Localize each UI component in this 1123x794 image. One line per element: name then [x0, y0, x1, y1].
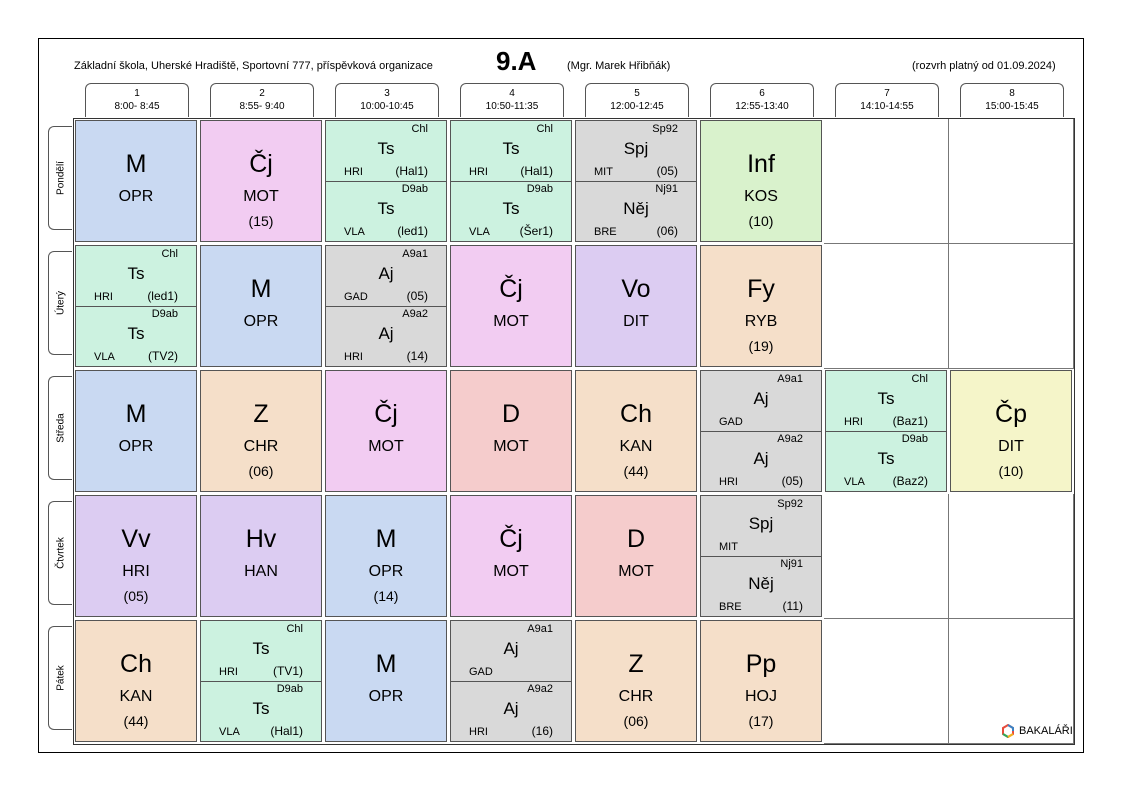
- lesson-cell: [575, 370, 697, 492]
- lesson-room: (led1): [397, 224, 428, 238]
- day-name: Úterý: [55, 291, 66, 315]
- bakalari-logo-text: BAKALÁŘI: [1019, 725, 1073, 737]
- lesson-group-name: Nj91: [655, 183, 678, 195]
- lesson-group: [451, 181, 571, 241]
- lesson-subject: Pp: [745, 649, 777, 678]
- period-time: 10:00-10:45: [360, 101, 414, 112]
- lesson-subject: Čj: [499, 274, 523, 303]
- lesson-room: (Hal1): [520, 164, 553, 178]
- lesson-cell: [700, 245, 822, 367]
- lesson-subject: Něj: [623, 199, 649, 218]
- lesson-room: (14): [373, 588, 399, 605]
- lesson-room: (14): [406, 349, 428, 363]
- lesson-subject: Spj: [623, 139, 649, 158]
- lesson-cell: [325, 120, 447, 242]
- period-time: 10:50-11:35: [485, 101, 539, 112]
- lesson-teacher: CHR: [618, 688, 654, 706]
- lesson-teacher: MOT: [368, 438, 404, 456]
- lesson-subject: Ts: [877, 449, 895, 468]
- lesson-cell: [575, 495, 697, 617]
- lesson-room: (Baz1): [892, 414, 928, 428]
- lesson-group-name: A9a2: [402, 308, 428, 320]
- lesson-teacher: GAD: [344, 291, 368, 303]
- period-number: 1: [134, 88, 140, 99]
- lesson-room: (Hal1): [270, 724, 303, 738]
- lesson-cell: [200, 620, 322, 742]
- lesson-teacher: HRI: [469, 726, 488, 738]
- lesson-teacher: VLA: [219, 726, 240, 738]
- day-name: Čtvrtek: [55, 537, 66, 569]
- lesson-room: (10): [748, 213, 774, 230]
- lesson-cell: [325, 245, 447, 367]
- lesson-room: (06): [248, 463, 274, 480]
- lesson-teacher: MOT: [493, 438, 529, 456]
- lesson-cell: [700, 620, 822, 742]
- lesson-group: [701, 496, 821, 557]
- empty-lesson-cell: [824, 119, 949, 244]
- lesson-room: (06): [656, 224, 678, 238]
- lesson-teacher: VLA: [344, 226, 365, 238]
- lesson-room: (16): [531, 724, 553, 738]
- lesson-teacher: BRE: [594, 226, 617, 238]
- lesson-group: [76, 306, 196, 366]
- lesson-subject: Ts: [502, 199, 520, 218]
- period-number: 6: [759, 88, 765, 99]
- empty-lesson-cell: [824, 244, 949, 369]
- lesson-cell: [700, 120, 822, 242]
- lesson-teacher: MOT: [618, 563, 654, 581]
- lesson-group: [576, 121, 696, 182]
- lesson-room: (19): [748, 338, 774, 355]
- lesson-cell: [75, 370, 197, 492]
- day-header-4: [48, 501, 72, 605]
- day-name: Středa: [55, 413, 66, 443]
- lesson-group-name: Chl: [536, 123, 553, 135]
- lesson-subject: Aj: [503, 639, 519, 658]
- lesson-teacher: GAD: [719, 416, 743, 428]
- lesson-cell: [325, 495, 447, 617]
- lesson-subject: M: [125, 149, 147, 178]
- period-time: 8:00- 8:45: [114, 101, 160, 112]
- lesson-group: [576, 181, 696, 241]
- lesson-group-name: A9a2: [777, 433, 803, 445]
- lesson-cell: [700, 495, 822, 617]
- lesson-group: [451, 121, 571, 182]
- period-number: 4: [509, 88, 515, 99]
- lesson-subject: Ts: [252, 639, 270, 658]
- day-header-1: [48, 126, 72, 230]
- lesson-room: (05): [656, 164, 678, 178]
- lesson-room: (44): [623, 463, 649, 480]
- lesson-teacher: OPR: [118, 188, 154, 206]
- lesson-subject: Aj: [753, 389, 769, 408]
- day-header-2: [48, 251, 72, 355]
- period-header-2: [210, 83, 314, 117]
- lesson-subject: Vv: [121, 524, 151, 553]
- lesson-cell: [450, 370, 572, 492]
- lesson-cell: [825, 370, 947, 492]
- lesson-subject: Fy: [747, 274, 775, 303]
- lesson-group: [326, 246, 446, 307]
- lesson-teacher: DIT: [998, 438, 1024, 456]
- lesson-teacher: MOT: [493, 313, 529, 331]
- lesson-cell: [575, 620, 697, 742]
- lesson-room: (Šer1): [519, 224, 553, 238]
- lesson-cell: [200, 370, 322, 492]
- lesson-subject: Čj: [499, 524, 523, 553]
- lesson-group: [451, 621, 571, 682]
- lesson-teacher: GAD: [469, 666, 493, 678]
- lesson-cell: [325, 370, 447, 492]
- lesson-teacher: HRI: [844, 416, 863, 428]
- lesson-subject: Ch: [620, 399, 652, 428]
- lesson-subject: Ts: [377, 139, 395, 158]
- lesson-cell: [700, 370, 822, 492]
- lesson-teacher: RYB: [744, 313, 778, 331]
- lesson-subject: Aj: [378, 324, 394, 343]
- lesson-subject: M: [250, 274, 272, 303]
- period-time: 12:00-12:45: [610, 101, 664, 112]
- lesson-teacher: OPR: [368, 688, 404, 706]
- lesson-teacher: BRE: [719, 601, 742, 613]
- lesson-room: (Hal1): [395, 164, 428, 178]
- lesson-subject: Vo: [621, 274, 651, 303]
- lesson-cell: [575, 120, 697, 242]
- lesson-group: [826, 431, 946, 491]
- lesson-group: [201, 621, 321, 682]
- lesson-subject: Ch: [120, 649, 152, 678]
- lesson-room: (Baz2): [892, 474, 928, 488]
- lesson-group-name: D9ab: [401, 183, 428, 195]
- empty-lesson-cell: [949, 244, 1074, 369]
- period-number: 2: [259, 88, 265, 99]
- validity-date: (rozvrh platný od 01.09.2024): [912, 60, 1056, 72]
- lesson-subject: Ts: [377, 199, 395, 218]
- empty-lesson-cell: [949, 494, 1074, 619]
- lesson-room: (10): [998, 463, 1024, 480]
- day-header-3: [48, 376, 72, 480]
- empty-lesson-cell: [824, 619, 949, 744]
- lesson-room: (TV2): [148, 349, 178, 363]
- lesson-teacher: OPR: [243, 313, 279, 331]
- lesson-cell: [75, 620, 197, 742]
- lesson-group: [76, 246, 196, 307]
- lesson-group-name: D9ab: [151, 308, 178, 320]
- lesson-subject: Ts: [127, 264, 145, 283]
- school-name: Základní škola, Uherské Hradiště, Sportovní 777, příspěvková organizace: [74, 60, 433, 72]
- period-header-8: [960, 83, 1064, 117]
- period-time: 14:10-14:55: [860, 101, 914, 112]
- lesson-subject: Ts: [877, 389, 895, 408]
- lesson-subject: Ts: [127, 324, 145, 343]
- lesson-teacher: OPR: [118, 438, 154, 456]
- lesson-room: (15): [248, 213, 274, 230]
- lesson-subject: Čj: [249, 149, 273, 178]
- lesson-teacher: MOT: [493, 563, 529, 581]
- lesson-group: [451, 681, 571, 741]
- lesson-teacher: HRI: [344, 351, 363, 363]
- lesson-cell: [575, 245, 697, 367]
- period-time: 8:55- 9:40: [239, 101, 285, 112]
- lesson-room: (44): [123, 713, 149, 730]
- period-header-5: [585, 83, 689, 117]
- lesson-room: (TV1): [273, 664, 303, 678]
- lesson-group: [701, 556, 821, 616]
- period-time: 12:55-13:40: [735, 101, 789, 112]
- period-header-7: [835, 83, 939, 117]
- lesson-group-name: Chl: [286, 623, 303, 635]
- lesson-cell: [450, 495, 572, 617]
- day-name: Pondělí: [55, 161, 66, 195]
- lesson-teacher: MIT: [719, 541, 738, 553]
- period-header-1: [85, 83, 189, 117]
- lesson-group-name: D9ab: [276, 683, 303, 695]
- lesson-cell: [950, 370, 1072, 492]
- lesson-teacher: VLA: [94, 351, 115, 363]
- lesson-room: (06): [623, 713, 649, 730]
- lesson-group-name: A9a1: [527, 623, 553, 635]
- lesson-teacher: HOJ: [745, 688, 777, 706]
- period-number: 5: [634, 88, 640, 99]
- lesson-teacher: HRI: [469, 166, 488, 178]
- timetable-grid: [73, 118, 1075, 745]
- lesson-teacher: HRI: [219, 666, 238, 678]
- lesson-subject: Ts: [502, 139, 520, 158]
- lesson-subject: Aj: [753, 449, 769, 468]
- lesson-cell: [325, 620, 447, 742]
- lesson-teacher: HAN: [244, 563, 278, 581]
- bakalari-logo: [1001, 724, 1073, 738]
- lesson-subject: Spj: [748, 514, 774, 533]
- lesson-group-name: D9ab: [901, 433, 928, 445]
- class-teacher: (Mgr. Marek Hřibňák): [567, 60, 671, 72]
- lesson-subject: M: [375, 524, 397, 553]
- lesson-group: [201, 681, 321, 741]
- lesson-teacher: MOT: [243, 188, 279, 206]
- lesson-room: (17): [748, 713, 774, 730]
- lesson-group: [701, 371, 821, 432]
- lesson-group: [326, 306, 446, 366]
- lesson-subject: D: [626, 524, 646, 553]
- lesson-group: [326, 121, 446, 182]
- lesson-teacher: CHR: [243, 438, 279, 456]
- day-name: Pátek: [55, 665, 66, 691]
- lesson-teacher: KAN: [619, 438, 653, 456]
- lesson-subject: Aj: [503, 699, 519, 718]
- lesson-group: [826, 371, 946, 432]
- lesson-subject: D: [501, 399, 521, 428]
- lesson-teacher: HRI: [94, 291, 113, 303]
- lesson-teacher: VLA: [844, 476, 865, 488]
- lesson-group-name: Sp92: [652, 123, 678, 135]
- lesson-teacher: KAN: [119, 688, 153, 706]
- lesson-subject: Aj: [378, 264, 394, 283]
- period-header-4: [460, 83, 564, 117]
- lesson-group: [326, 181, 446, 241]
- lesson-teacher: HRI: [344, 166, 363, 178]
- empty-lesson-cell: [949, 119, 1074, 244]
- lesson-cell: [200, 495, 322, 617]
- class-title: 9.A: [496, 46, 537, 76]
- lesson-teacher: HRI: [719, 476, 738, 488]
- period-number: 7: [884, 88, 890, 99]
- lesson-cell: [75, 495, 197, 617]
- period-header-3: [335, 83, 439, 117]
- period-number: 8: [1009, 88, 1015, 99]
- lesson-subject: Inf: [747, 149, 775, 178]
- lesson-cell: [200, 245, 322, 367]
- lesson-subject: Čj: [374, 399, 398, 428]
- lesson-cell: [200, 120, 322, 242]
- day-header-5: [48, 626, 72, 730]
- lesson-subject: Z: [628, 649, 644, 678]
- bakalari-logo-icon: [1001, 724, 1015, 738]
- empty-lesson-cell: [824, 494, 949, 619]
- lesson-subject: Z: [253, 399, 269, 428]
- lesson-group-name: Chl: [911, 373, 928, 385]
- lesson-room: (05): [123, 588, 149, 605]
- period-header-6: [710, 83, 814, 117]
- lesson-teacher: HRI: [122, 563, 150, 581]
- lesson-teacher: VLA: [469, 226, 490, 238]
- lesson-group: [701, 431, 821, 491]
- lesson-subject: Čp: [995, 399, 1027, 428]
- period-time: 15:00-15:45: [985, 101, 1039, 112]
- lesson-teacher: OPR: [368, 563, 404, 581]
- lesson-cell: [450, 620, 572, 742]
- lesson-subject: Něj: [748, 574, 774, 593]
- lesson-group-name: Nj91: [780, 558, 803, 570]
- lesson-cell: [450, 120, 572, 242]
- lesson-room: (led1): [147, 289, 178, 303]
- lesson-cell: [75, 120, 197, 242]
- lesson-subject: Ts: [252, 699, 270, 718]
- lesson-subject: M: [125, 399, 147, 428]
- lesson-group-name: A9a1: [777, 373, 803, 385]
- lesson-subject: Hv: [245, 524, 277, 553]
- lesson-group-name: Chl: [411, 123, 428, 135]
- period-number: 3: [384, 88, 390, 99]
- lesson-cell: [450, 245, 572, 367]
- lesson-teacher: MIT: [594, 166, 613, 178]
- lesson-teacher: DIT: [623, 313, 649, 331]
- lesson-group-name: A9a2: [527, 683, 553, 695]
- lesson-room: (05): [406, 289, 428, 303]
- lesson-subject: M: [375, 649, 397, 678]
- lesson-room: (05): [781, 474, 803, 488]
- lesson-group-name: A9a1: [402, 248, 428, 260]
- lesson-group-name: Chl: [161, 248, 178, 260]
- lesson-teacher: KOS: [744, 188, 778, 206]
- lesson-room: (11): [782, 599, 803, 613]
- lesson-group-name: Sp92: [777, 498, 803, 510]
- lesson-group-name: D9ab: [526, 183, 553, 195]
- lesson-cell: [75, 245, 197, 367]
